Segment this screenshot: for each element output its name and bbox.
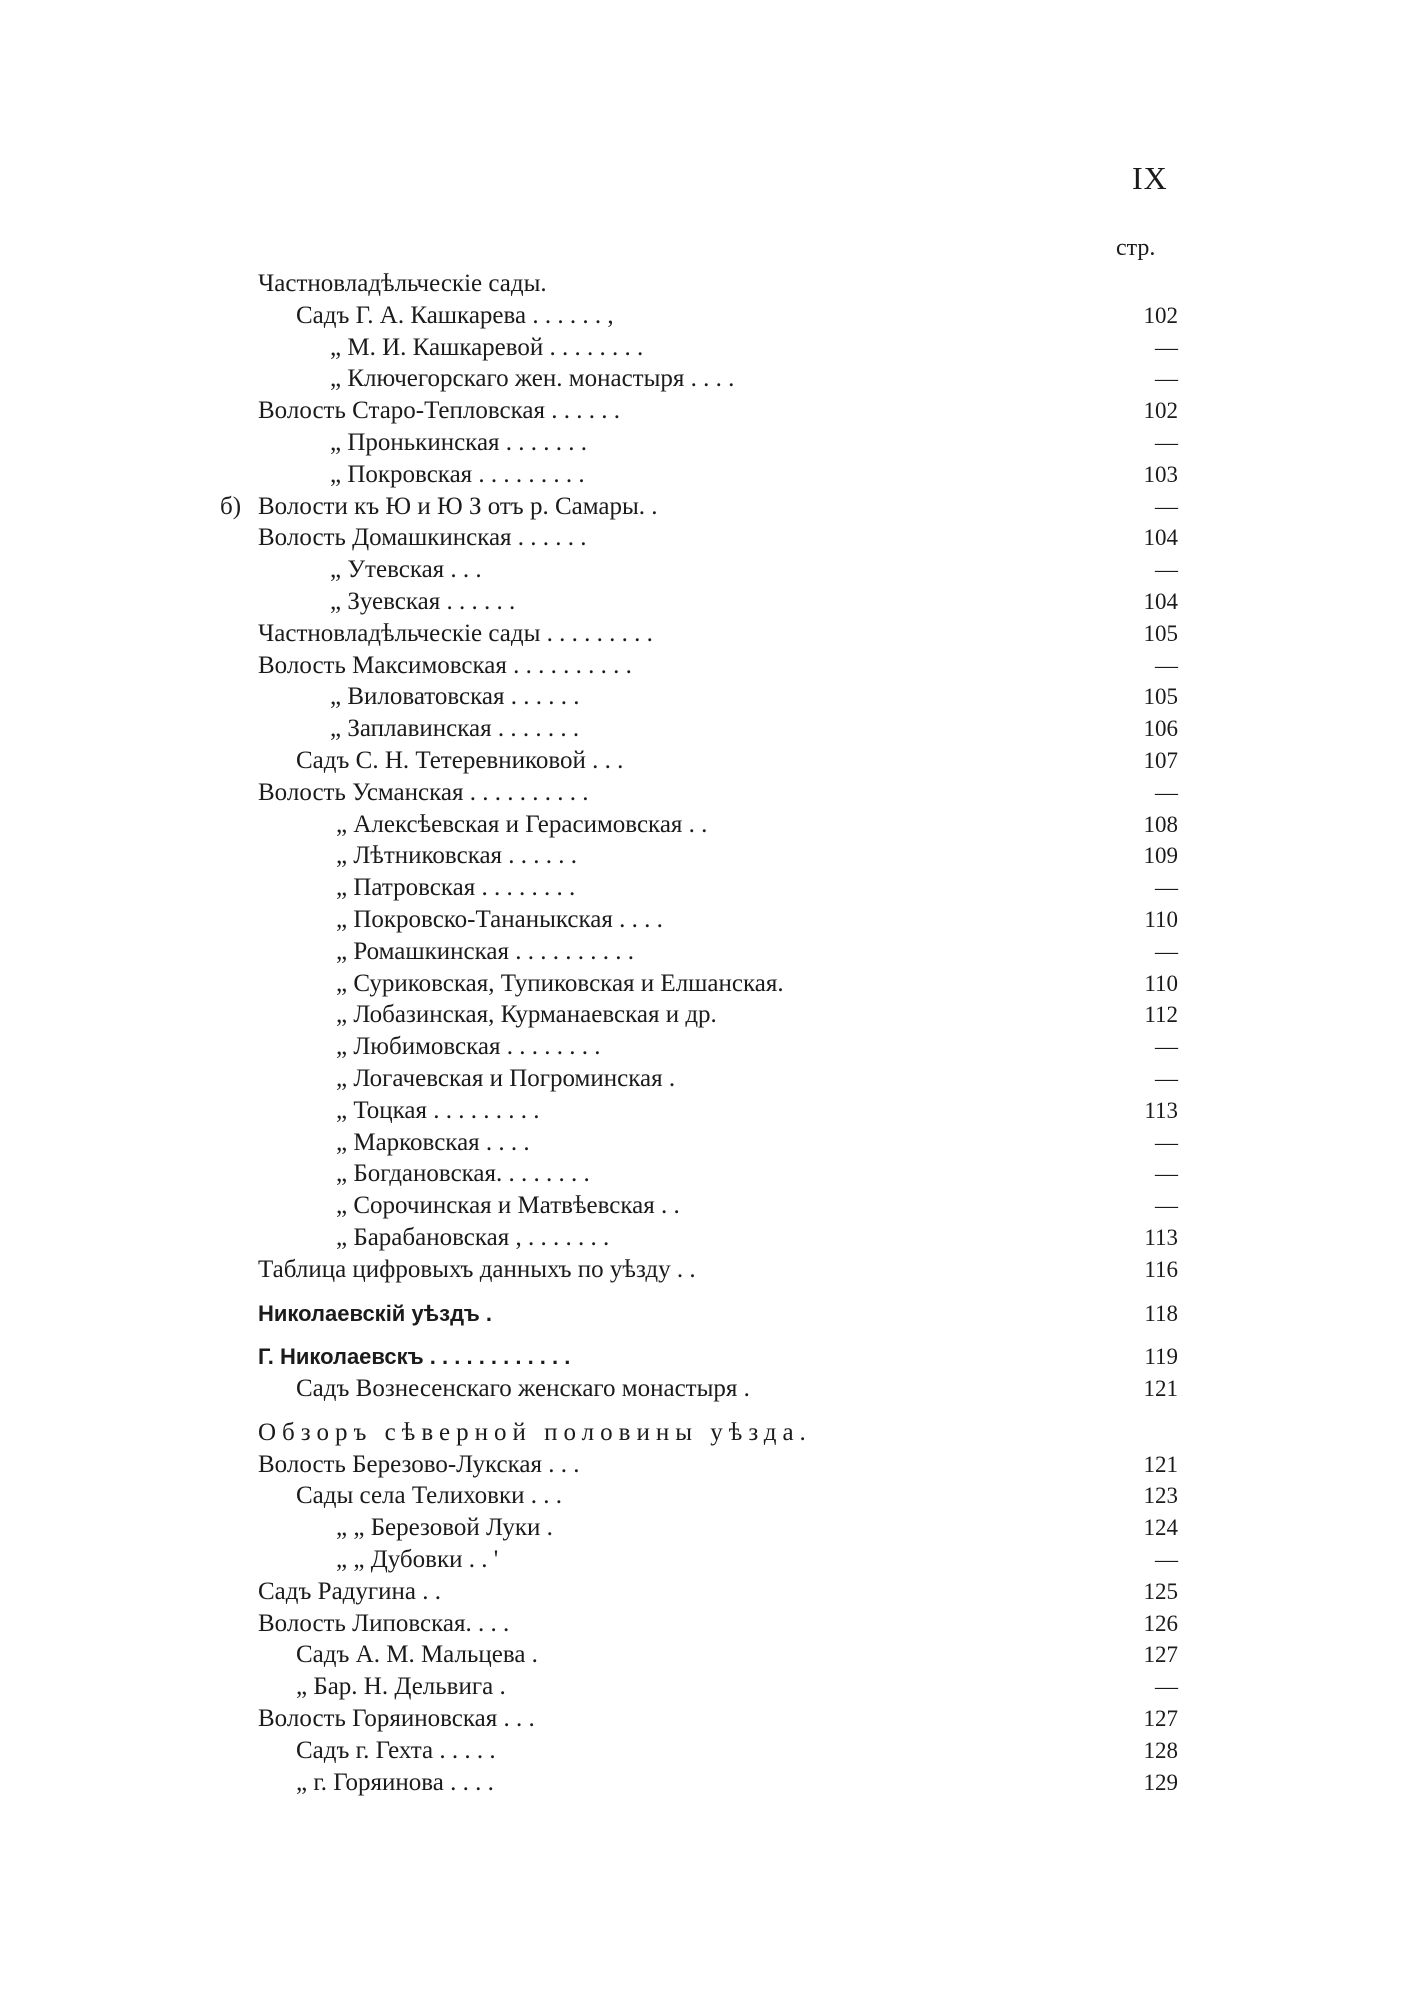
toc-entry-title: Таблица цифровыхъ данныхъ по уѣзду . . <box>258 1255 696 1283</box>
toc-entry-page: 108 <box>1143 811 1178 837</box>
toc-entry-title: Сады села Телиховки . . . <box>296 1482 563 1510</box>
toc-entry-page: — <box>1155 557 1178 583</box>
toc-entry-title: „ Барабановская , . . . . . . . <box>336 1223 610 1251</box>
toc-entry-page: 127 <box>1143 1642 1178 1668</box>
toc-entry <box>0 395 1404 427</box>
toc-entry-page: 113 <box>1144 1224 1178 1250</box>
toc-entry <box>0 1222 1404 1254</box>
toc-entry-title: „ Суриковская, Тупиковская и Елшанская. <box>336 969 784 997</box>
toc-entry <box>0 1767 1404 1799</box>
toc-entry-title: Николаевскій уѣздъ . <box>258 1300 493 1326</box>
toc-entry <box>0 268 1404 300</box>
toc-entry <box>0 522 1404 554</box>
toc-entry-page: 129 <box>1143 1769 1178 1795</box>
toc-entry-title: Садъ Вознесенскаго женскаго монастыря . <box>296 1375 750 1403</box>
toc-entry <box>0 904 1404 936</box>
toc-entry-title: „ „ Березовой Луки . <box>336 1514 553 1542</box>
page-number: IX <box>1132 160 1168 196</box>
toc-entry-title: Садъ Радугина . . <box>258 1577 441 1605</box>
toc-entry-title: „ Тоцкая . . . . . . . . . <box>336 1096 540 1124</box>
toc-entry-page: — <box>1155 1547 1178 1573</box>
toc-entry <box>0 618 1404 650</box>
toc-entry-page: 102 <box>1143 398 1178 424</box>
toc-entry <box>0 713 1404 745</box>
toc-entry-page: 126 <box>1143 1610 1178 1636</box>
toc-entry-page: 105 <box>1143 684 1178 710</box>
toc-entry-page: 104 <box>1143 525 1178 551</box>
toc-entry <box>0 809 1404 841</box>
toc-entry <box>0 1449 1404 1481</box>
toc-entry <box>0 300 1404 332</box>
toc-entry <box>0 1671 1404 1703</box>
toc-entry-page: 121 <box>1143 1451 1178 1477</box>
toc-entry <box>0 872 1404 904</box>
toc-entry-title: „ Заплавинская . . . . . . . <box>330 715 580 743</box>
toc-entry-page: — <box>1155 334 1178 360</box>
toc-entry-page: 121 <box>1143 1376 1178 1402</box>
toc-entry-title: Садъ Г. А. Кашкарева . . . . . . , <box>296 301 614 329</box>
toc-entry <box>0 999 1404 1031</box>
toc-entry-marker: б) <box>220 492 242 520</box>
toc-entry-title: Садъ г. Гехта . . . . . <box>296 1736 496 1764</box>
toc-entry-title: „ Бар. Н. Дельвига . <box>296 1673 506 1701</box>
toc-entry <box>0 332 1404 364</box>
toc-entry-page: — <box>1155 1129 1178 1155</box>
toc-entry-page: 102 <box>1143 302 1178 328</box>
toc-entry-page: 113 <box>1144 1097 1178 1123</box>
toc-entry-page: — <box>1155 875 1178 901</box>
toc-entry <box>0 586 1404 618</box>
toc-entry <box>0 745 1404 777</box>
toc-entry-title: „ Виловатовская . . . . . . <box>330 683 580 711</box>
toc-entry-title: Волость Усманская . . . . . . . . . . <box>258 778 589 806</box>
toc-entry-page: — <box>1155 1193 1178 1219</box>
toc-entry <box>0 1031 1404 1063</box>
toc-entry <box>0 1095 1404 1127</box>
toc-entry <box>0 1254 1404 1286</box>
toc-entry-page: 104 <box>1143 588 1178 614</box>
toc-entry-title: „ Ключегорскаго жен. монастыря . . . . <box>330 365 735 393</box>
toc-entry-title: Волость Домашкинская . . . . . . <box>258 524 587 552</box>
toc-entry-title: „ Сорочинская и Матвѣевская . . <box>336 1192 680 1220</box>
toc-entry-title: „ Зуевская . . . . . . <box>330 587 516 615</box>
toc-entry <box>0 936 1404 968</box>
toc-entry <box>0 1480 1404 1512</box>
toc-entry <box>0 777 1404 809</box>
toc-entry-title: „ Утевская . . . <box>330 556 482 584</box>
toc-entry-page: 110 <box>1144 970 1178 996</box>
toc-entry <box>0 1190 1404 1222</box>
toc-entry-page: 118 <box>1144 1300 1178 1326</box>
toc-entry-page: 124 <box>1143 1515 1178 1541</box>
toc-entry <box>0 1608 1404 1640</box>
toc-entry-title: „ Покровско-Тананыкская . . . . <box>336 905 663 933</box>
toc-entry <box>0 681 1404 713</box>
toc-entry <box>0 1512 1404 1544</box>
toc-entry-title: „ Ромашкинская . . . . . . . . . . <box>336 937 635 965</box>
toc-entry-page: 112 <box>1144 1002 1178 1028</box>
toc-entry-title: „ Пронькинская . . . . . . . <box>330 428 588 456</box>
toc-entry-title: Садъ А. М. Мальцева . <box>296 1641 538 1669</box>
toc-entry-title: Волость Липовская. . . . <box>258 1609 510 1637</box>
toc-entry-page: — <box>1155 1034 1178 1060</box>
toc-entry <box>0 554 1404 586</box>
toc-entry-page: 103 <box>1143 461 1178 487</box>
toc-entry-title: Волость Березово-Лукская . . . <box>258 1450 580 1478</box>
toc-entry-title: Волости къ Ю и Ю З отъ р. Самары. . <box>258 492 658 520</box>
toc-entry-page: 107 <box>1143 747 1178 773</box>
toc-entry <box>0 459 1404 491</box>
toc-entry-page: 105 <box>1143 620 1178 646</box>
toc-entry <box>0 1544 1404 1576</box>
toc-entry-title: „ Любимовская . . . . . . . . <box>336 1033 601 1061</box>
toc-entry-page: 125 <box>1143 1578 1178 1604</box>
toc-entry-page: 106 <box>1143 716 1178 742</box>
section-spacer <box>0 1405 1404 1417</box>
toc-entry-title: „ М. И. Кашкаревой . . . . . . . . <box>330 333 644 361</box>
toc-entry <box>0 1576 1404 1608</box>
toc-entry <box>0 1639 1404 1671</box>
toc-entry-page: — <box>1155 1065 1178 1091</box>
toc-entry-title: Обзоръ сѣверной половины уѣзда. <box>258 1418 812 1446</box>
toc-entry-title: „ г. Горяинова . . . . <box>296 1768 494 1796</box>
toc-entry-title: Волость Старо-Тепловская . . . . . . <box>258 397 620 425</box>
toc-entry-page: — <box>1155 366 1178 392</box>
toc-entry-title: Волость Максимовская . . . . . . . . . . <box>258 651 632 679</box>
toc-entry-page: 128 <box>1143 1737 1178 1763</box>
toc-entry <box>0 1703 1404 1735</box>
toc-entry-title: „ Алексѣевская и Герасимовская . . <box>336 810 708 838</box>
toc-entry-page: 109 <box>1143 843 1178 869</box>
toc-entry <box>0 491 1404 523</box>
toc-entry-page: 127 <box>1143 1706 1178 1732</box>
table-of-contents <box>0 268 1404 1798</box>
toc-entry <box>0 1298 1404 1330</box>
toc-entry-title: „ Лобазинская, Курманаевская и др. <box>336 1001 717 1029</box>
toc-entry-title: Частновладѣльческіе сады. <box>258 270 547 297</box>
toc-entry <box>0 1158 1404 1190</box>
toc-entry-title: Г. Николаевскъ . . . . . . . . . . . . <box>258 1344 571 1370</box>
toc-entry <box>0 363 1404 395</box>
toc-entry-page: — <box>1155 493 1178 519</box>
toc-entry-title: Садъ С. Н. Тетеревниковой . . . <box>296 746 624 774</box>
toc-entry-page: — <box>1155 652 1178 678</box>
toc-entry-title: „ Логачевская и Погроминская . <box>336 1064 676 1092</box>
toc-entry <box>0 1127 1404 1159</box>
toc-entry-title: „ Богдановская. . . . . . . . <box>336 1160 590 1188</box>
toc-entry <box>0 1735 1404 1767</box>
section-spacer <box>0 1286 1404 1298</box>
toc-entry <box>0 427 1404 459</box>
toc-entry-page: 116 <box>1144 1256 1178 1282</box>
toc-entry <box>0 1417 1404 1449</box>
toc-entry-page: 123 <box>1143 1483 1178 1509</box>
toc-entry-title: „ Лѣтниковская . . . . . . <box>336 842 578 870</box>
toc-entry-page: — <box>1155 938 1178 964</box>
toc-entry <box>0 1373 1404 1405</box>
toc-entry-title: „ Покровская . . . . . . . . . <box>330 460 585 488</box>
toc-entry-title: „ „ Дубовки . . ' <box>336 1546 499 1574</box>
toc-entry-page: 110 <box>1144 906 1178 932</box>
toc-entry <box>0 1341 1404 1373</box>
toc-entry-page: — <box>1155 429 1178 455</box>
toc-entry <box>0 1063 1404 1095</box>
section-spacer <box>0 1329 1404 1341</box>
toc-entry <box>0 968 1404 1000</box>
toc-entry <box>0 650 1404 682</box>
toc-entry-page: — <box>1155 1161 1178 1187</box>
toc-entry <box>0 840 1404 872</box>
page-column-label: стр. <box>1116 235 1156 261</box>
toc-entry-page: 119 <box>1144 1344 1178 1370</box>
toc-entry-title: Волость Горяиновская . . . <box>258 1705 535 1733</box>
toc-entry-title: „ Патровская . . . . . . . . <box>336 874 576 902</box>
toc-entry-title: Частновладѣльческіе сады . . . . . . . . . <box>258 619 653 647</box>
toc-entry-page: — <box>1155 779 1178 805</box>
toc-entry-page: — <box>1155 1674 1178 1700</box>
toc-entry-title: „ Марковская . . . . <box>336 1128 530 1156</box>
